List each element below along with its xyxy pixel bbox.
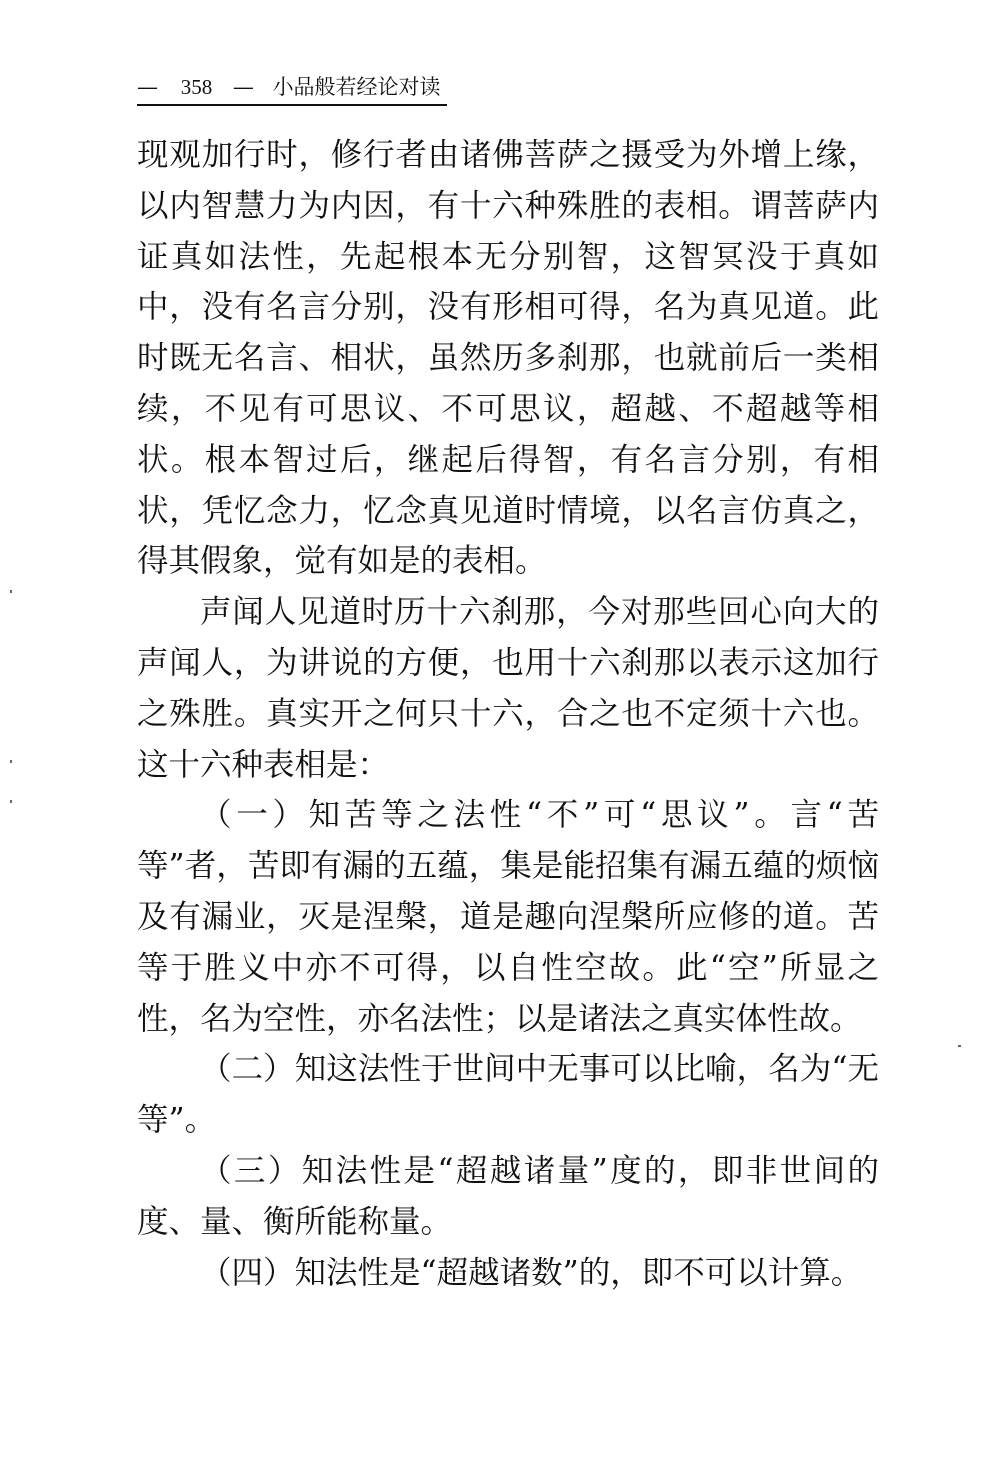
paragraph-3: （一）知苦等之法性“不”可“思议”。言“苦等”者，苦即有漏的五蕴，集是能招集有漏五蕴的烦恼及有漏业，灭是涅槃，道是趣向涅槃所应修的道。苦等于胜义中亦不可得，以自性空故。此“空”所显之性，名为空性，亦名法性；以是诸法之真实体性故。 <box>137 797 879 1037</box>
scan-speck <box>10 590 12 593</box>
paragraph-4: （二）知这法性于世间中无事可以比喻，名为“无等”。 <box>137 1051 879 1139</box>
running-header <box>137 74 447 106</box>
body-text <box>137 130 879 1298</box>
scan-speck <box>958 1045 961 1047</box>
page-number: 358 <box>180 75 213 99</box>
header-dash-right: — <box>232 75 254 99</box>
book-title: 小品般若经论对读 <box>272 75 441 99</box>
scan-speck <box>10 760 12 763</box>
header-dash-left: — <box>137 75 158 99</box>
scan-speck <box>10 800 12 803</box>
paragraph-1: 现观加行时，修行者由诸佛菩萨之摄受为外增上缘，以内智慧力为内因，有十六种殊胜的表相。谓菩萨内证真如法性，先起根本无分别智，这智冥没于真如中，没有名言分别，没有形相可得，名为真见道。此时既无名言、相状，虽然历多刹那，也就前后一类相续，不见有可思议、不可思议，超越、不超越等相状。根本智过后，继起后得智，有名言分别，有相状，凭忆念力，忆念真见道时情境，以名言仿真之，得其假象，觉有如是的表相。 <box>137 137 879 580</box>
paragraph-5: （三）知法性是“超越诸量”度的，即非世间的度、量、衡所能称量。 <box>137 1152 879 1240</box>
paragraph-6: （四）知法性是“超越诸数”的，即不可以计算。 <box>200 1254 863 1291</box>
paragraph-2: 声闻人见道时历十六刹那，今对那些回心向大的声闻人，为讲说的方便，也用十六刹那以表示这加行之殊胜。真实开之何只十六，合之也不定须十六也。这十六种表相是： <box>137 594 879 783</box>
